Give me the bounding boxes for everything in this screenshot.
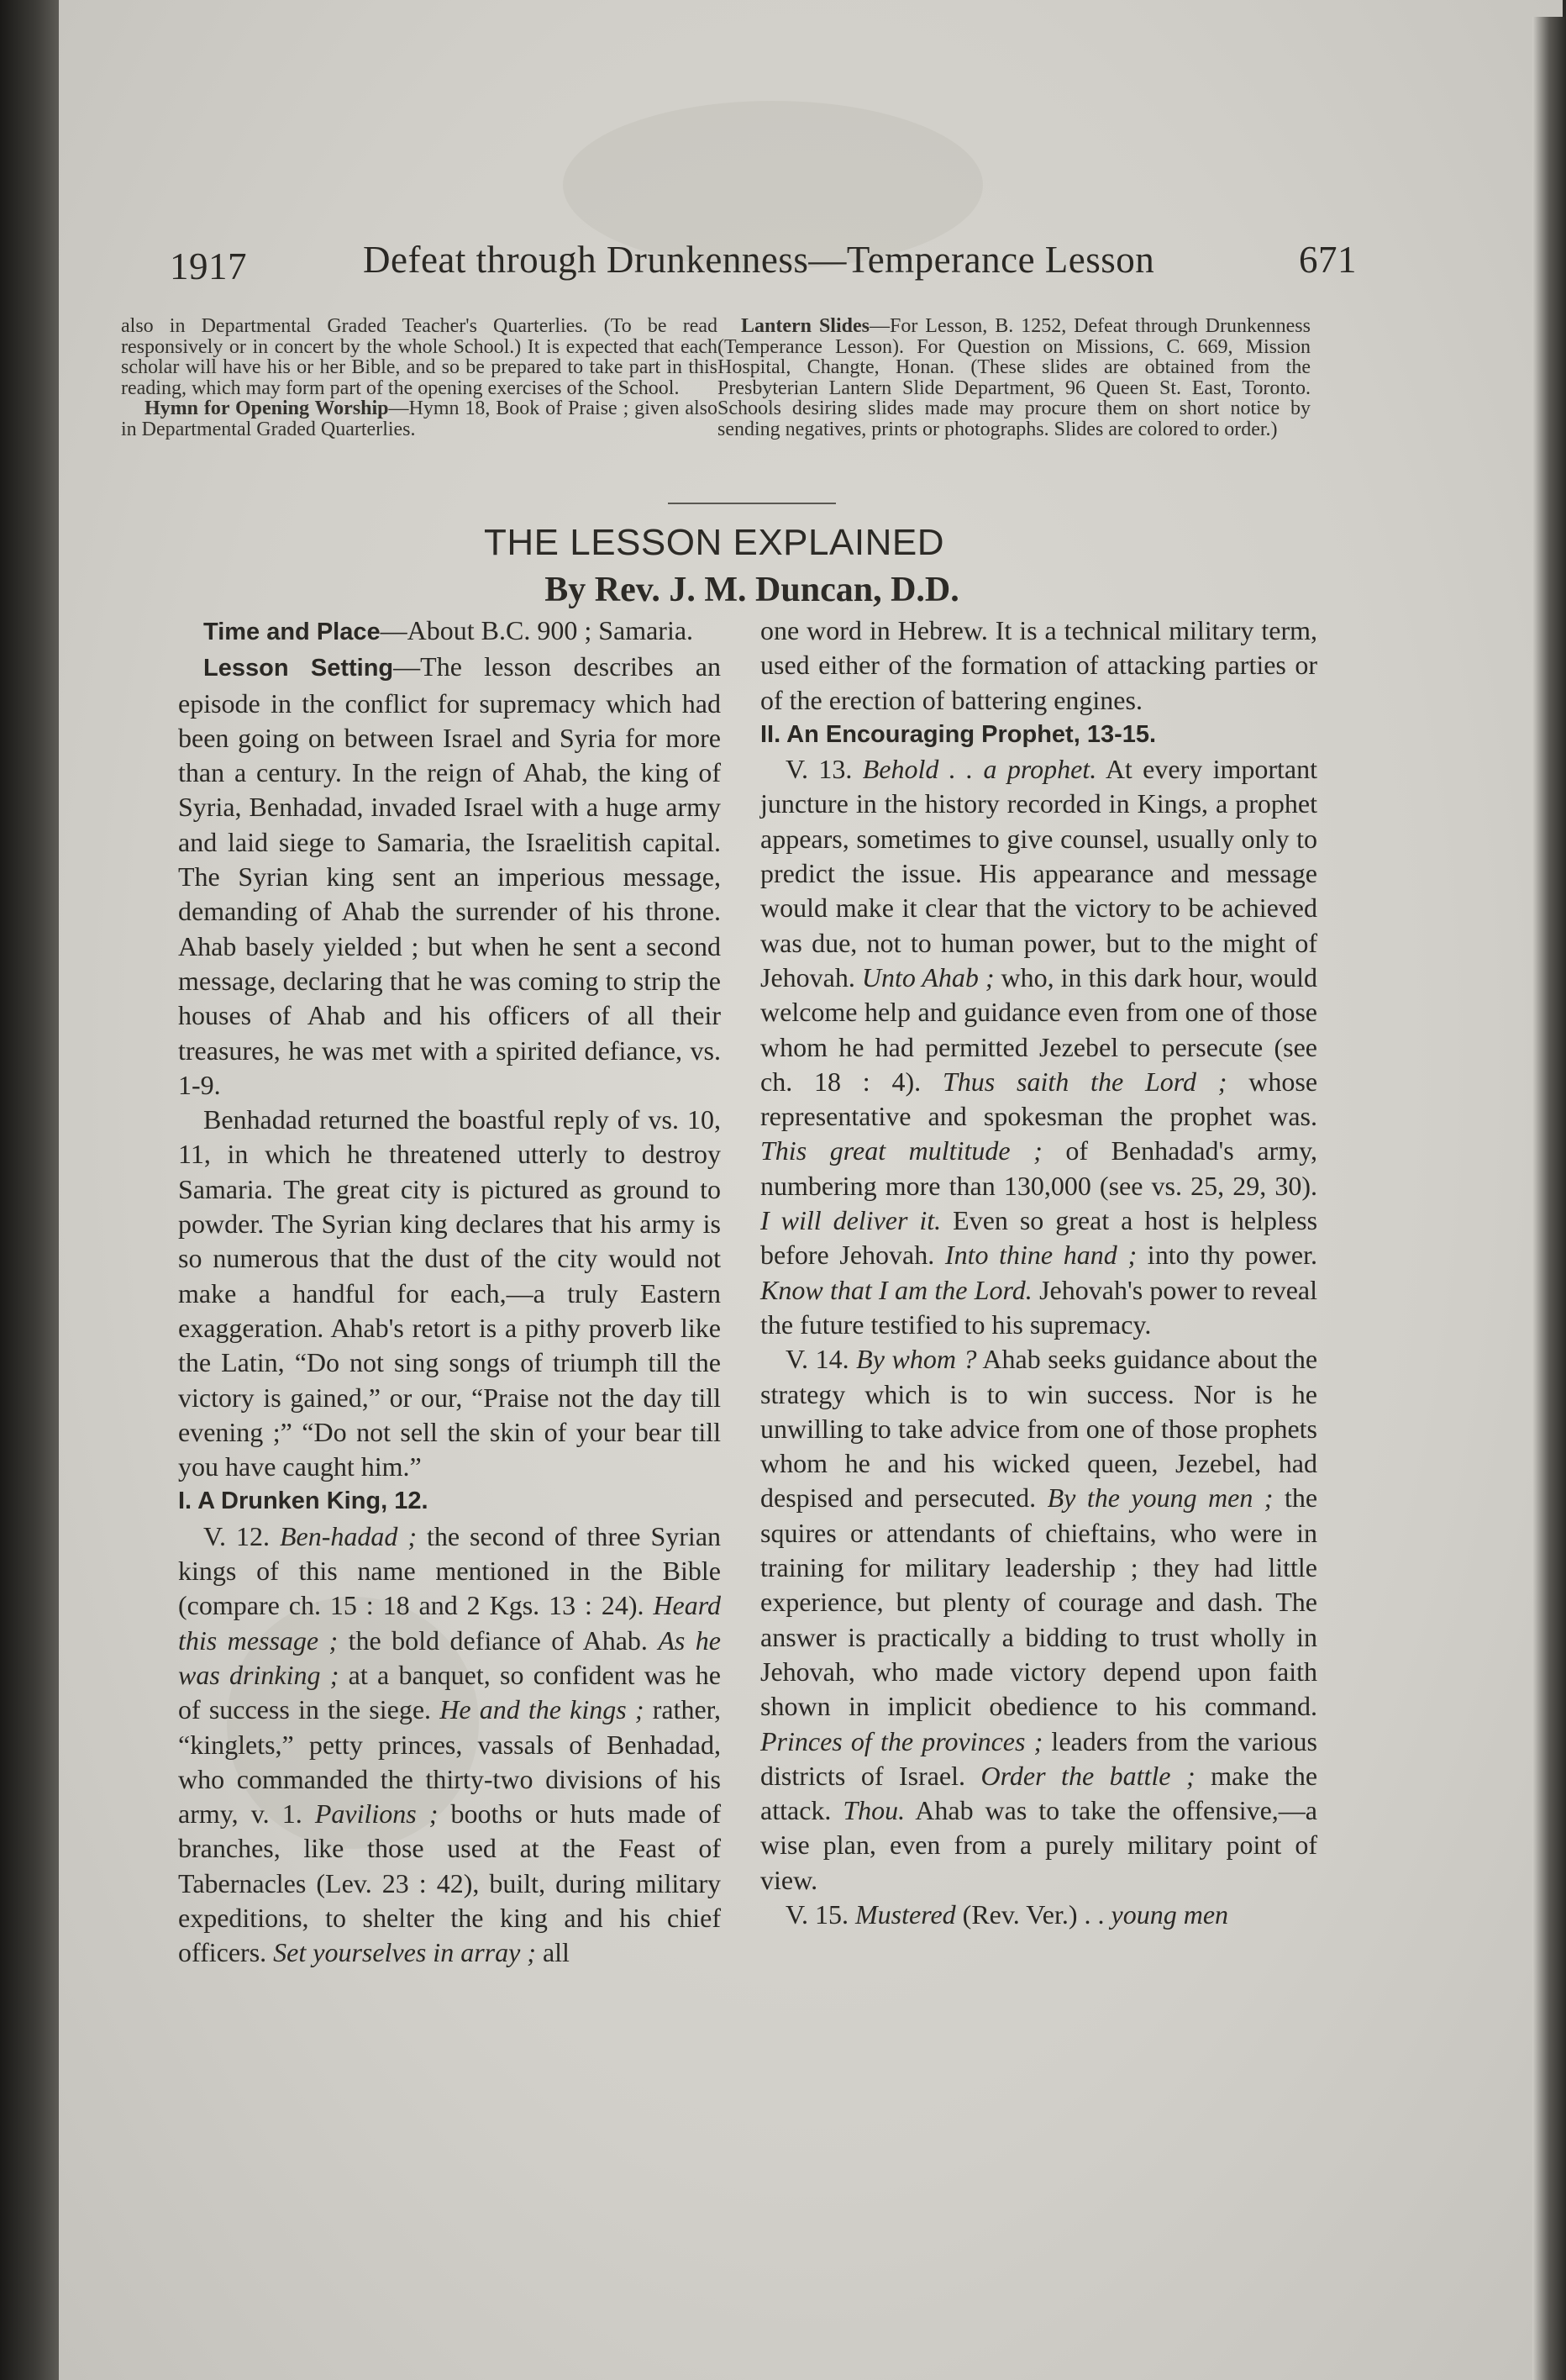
term: Into thine hand ; — [944, 1240, 1138, 1271]
verse-12-paragraph — [178, 1519, 721, 1971]
verse-ref: V. 14. — [786, 1344, 849, 1375]
gloss: of Benhadad's army, numbering more than 130,000 (see vs. 25, 29, 30). — [760, 1135, 1317, 1201]
gloss: rather, “kinglets,” petty princes, vassals of Benhadad, who commanded the thirty-two divisions of his army, v. 1. — [178, 1694, 722, 1830]
verse-14-paragraph — [760, 1342, 1317, 1898]
gloss: booths or huts made of branches, like those used at the Feast of Tabernacles (Lev. 23 : 42), built, during military expeditions, to shelter the king and his chief officers. — [178, 1798, 722, 1968]
lantern-label: Lantern Slides — [741, 315, 870, 337]
continuation-paragraph: one word in Hebrew. It is a technical military term, used either of the formation of attacking parties or of the erection of battering engines. — [760, 615, 1317, 715]
term: Know that I am the Lord. — [760, 1274, 1033, 1305]
term: I will deliver it. — [760, 1205, 942, 1236]
gloss: whose representative and spokesman the prophet was. — [760, 1066, 1318, 1132]
header-year: 1917 — [170, 245, 247, 287]
gloss: all — [542, 1937, 570, 1968]
term: By the young men ; — [1047, 1482, 1274, 1514]
gloss: into thy power. — [1147, 1240, 1318, 1271]
gloss: At every important juncture in the history recorded in Kings, a prophet appears, sometimes to give counsel, usually only to predict the issue. His appearance and message would make it clear that the victory to be achieved was due, not to human power, but to the might of Jehovah. — [760, 754, 1318, 993]
lantern-note — [717, 316, 1311, 440]
verse-15-paragraph — [760, 1898, 1317, 1932]
gloss: the bold defiance of Ahab. — [348, 1624, 648, 1656]
term: Princes of the provinces ; — [760, 1725, 1043, 1756]
notes-right — [717, 316, 1311, 440]
term: Order the battle ; — [980, 1760, 1196, 1791]
gloss: at a banquet, so confident was he of success in the siege. — [178, 1659, 721, 1725]
term: As he was drinking ; — [178, 1624, 721, 1690]
gloss: Even so great a host is helpless before Jehovah. — [760, 1205, 1318, 1271]
benhadad-paragraph: Benhadad returned the boastful reply of vs. 10, 11, in which he threatened utterly to destroy Samaria. The great city is pictured as ground to powder. The Syrian king declares that his army is so numerous that the dust of the city would not make a handful for each,—a truly Eastern exaggeration. Ahab's retort is a pithy proverb like the Latin, “Do not sing songs of triumph till the victory is gained,” or our, “Praise not the day till evening ;” “Do not sell the skin of your bear till you have caught him.” — [178, 1104, 721, 1482]
hymn-note — [121, 398, 717, 440]
term: By whom ? — [856, 1344, 977, 1375]
gloss: Ahab was to take the offensive,—a wise plan, even from a purely military point of view. — [760, 1795, 1318, 1895]
gloss: the squires or attendants of chieftains, who were in training for military leadership ; they had little experience, but plenty of courage and dash. The answer is practically a bidding to trust wholly in Jehovah, who made victory depend upon faith shown in implicit obedience to his command. — [760, 1482, 1318, 1722]
gloss: (Rev. Ver.) . . — [962, 1898, 1105, 1930]
book-spine — [0, 0, 59, 2380]
hymn-text: —Hymn 18, Book of Praise ; given also in Departmental Graded Quarterlies. — [121, 398, 717, 440]
gloss: the second of three Syrian kings of this name mentioned in the Bible (compare ch. 15 : 18 and 2 Kgs. 13 : 24). — [178, 1520, 722, 1621]
lesson-title: THE LESSON EXPLAINED — [484, 522, 944, 563]
section-divider — [668, 503, 836, 504]
verse-ref: V. 15. — [786, 1898, 849, 1930]
term: Behold . . a prophet. — [862, 754, 1097, 785]
header-title: Defeat through Drunkenness—Temperance Lesson — [363, 239, 1155, 281]
verse-13-paragraph — [760, 752, 1317, 1342]
time-place-label: Time and Place — [203, 619, 381, 645]
notes-left-paragraph: also in Departmental Graded Teacher's Quarterlies. (To be read responsively or in concert by the whole School.) It is expected that each scholar will have his or her Bible, and so be prepared to take part in this reading, which may form part of the opening exercises of the School. — [121, 315, 717, 399]
right-column — [760, 613, 1317, 1932]
term: He and the kings ; — [439, 1694, 644, 1725]
term: Unto Ahab ; — [861, 961, 995, 993]
lesson-heading — [126, 519, 1302, 613]
page-number: 671 — [1299, 239, 1357, 281]
verse-ref: V. 12. — [203, 1520, 270, 1551]
term: This great multitude ; — [760, 1135, 1043, 1166]
hymn-label: Hymn for Opening Worship — [145, 398, 389, 419]
section-heading-1: I. A Drunken King, 12. — [178, 1488, 428, 1515]
setting-label: Lesson Setting — [203, 655, 394, 682]
section-heading-2: II. An Encouraging Prophet, 13-15. — [760, 720, 1157, 748]
gloss: who, in this dark hour, would welcome help and guidance even from one of those whom he had permitted Jezebel to persecute (see ch. 18 : 4). — [760, 961, 1318, 1097]
lesson-byline: By Rev. J. M. Duncan, D.D. — [544, 571, 959, 609]
page-edge — [1532, 17, 1566, 2380]
term: Thus saith the Lord ; — [942, 1066, 1227, 1097]
gloss: Jehovah's power to reveal the future testified to his supremacy. — [760, 1274, 1318, 1340]
setting-paragraph — [178, 650, 721, 1103]
notes-left — [121, 316, 717, 440]
gloss: make the attack. — [760, 1760, 1318, 1826]
lantern-text: —For Lesson, B. 1252, Defeat through Drunkenness (Temperance Lesson). For Question on Missions, C. 669, Mission Hospital, Changte, Honan. (These slides are obtained from the Presbyterian Lantern Slide Department, 96 Queen St. East, Toronto. Schools desiring slides made may procure them on short notice by sending negatives, prints or photographs. Slides are colored to order.) — [717, 315, 1311, 440]
left-column — [178, 613, 721, 1971]
term: Thou. — [843, 1795, 906, 1826]
term: Set yourselves in array ; — [273, 1937, 536, 1968]
gloss: leaders from the various districts of Israel. — [760, 1725, 1318, 1791]
gloss: Ahab seeks guidance about the strategy which is to win success. Nor is he unwilling to take advice from one of those prophets whom he and his wicked queen, Jezebel, had despised and persecuted. — [760, 1344, 1318, 1514]
term: Pavilions ; — [314, 1798, 439, 1830]
term: Ben-hadad ; — [279, 1520, 417, 1551]
term: Mustered — [854, 1898, 956, 1930]
term: young men — [1111, 1898, 1229, 1930]
setting-text: —The lesson describes an episode in the conflict for supremacy which had been going on between Israel and Syria for more than a century. In the reign of Ahab, the king of Syria, Benhadad, invaded Israel with a huge army and laid siege to Samaria, the Israelitish capital. The Syrian king sent an imperious message, demanding of Ahab the surrender of his throne. Ahab basely yielded ; but when he sent a second message, declaring that he was coming to strip the houses of Ahab and his officers of all their treasures, he was met with a spirited defiance, vs. 1-9. — [178, 651, 721, 1100]
time-place-text: —About B.C. 900 ; Samaria. — [380, 615, 694, 645]
time-place-paragraph — [178, 613, 721, 650]
running-header — [109, 238, 1357, 297]
verse-ref: V. 13. — [786, 754, 853, 785]
term: Heard this message ; — [178, 1590, 722, 1656]
